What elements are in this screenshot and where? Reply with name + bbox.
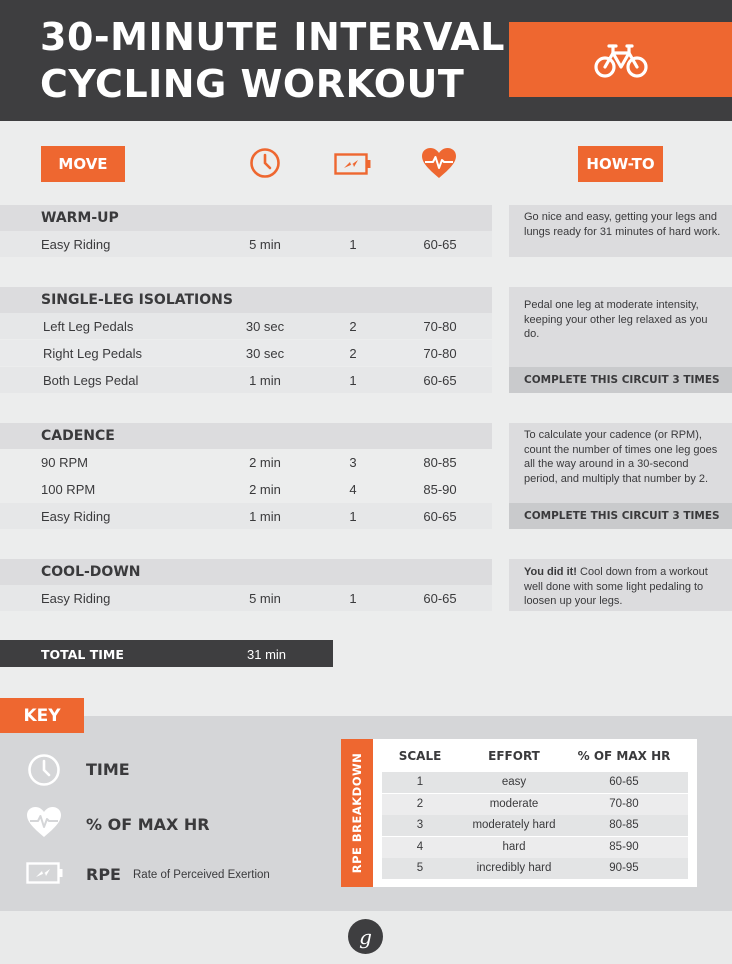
- move-hr: 60-65: [423, 237, 457, 252]
- move-time: 1 min: [249, 509, 281, 524]
- section-title-cooldown: COOL-DOWN: [41, 564, 141, 580]
- move-rpe: 1: [349, 591, 357, 606]
- move-header: MOVE: [41, 146, 125, 182]
- move-hr: 80-85: [423, 455, 457, 470]
- rpe-effort: moderately hard: [472, 819, 556, 831]
- rpe-scale: 1: [416, 776, 424, 788]
- battery-bolt-icon: [26, 862, 64, 884]
- move-time: 2 min: [249, 482, 281, 497]
- title-line-2: CYCLING WORKOUT: [40, 62, 465, 106]
- clock-icon: [249, 147, 281, 179]
- rpe-scale: 4: [416, 841, 424, 853]
- circuit-note: COMPLETE THIS CIRCUIT 3 TIMES: [509, 367, 732, 393]
- move-rpe: 3: [349, 455, 357, 470]
- key-time: TIME: [86, 760, 130, 779]
- rpe-effort: incredibly hard: [476, 862, 552, 874]
- section-title-single-leg: SINGLE-LEG ISOLATIONS: [41, 292, 233, 308]
- rpe-side-text: RPE BREAKDOWN: [350, 752, 364, 874]
- move-rpe: 2: [349, 319, 357, 334]
- move-name: Left Leg Pedals: [43, 319, 134, 334]
- rpe-header-hr: % OF MAX HR: [577, 749, 671, 763]
- bike-badge: [509, 22, 732, 97]
- heart-pulse-icon: [421, 147, 457, 179]
- rpe-effort: moderate: [489, 798, 539, 810]
- move-rpe: 1: [349, 237, 357, 252]
- rpe-side-label: [341, 739, 373, 887]
- clock-icon: [27, 753, 61, 787]
- page-title: [40, 14, 505, 108]
- rpe-hr: 60-65: [609, 776, 639, 788]
- move-time: 5 min: [249, 237, 281, 252]
- bicycle-icon: [594, 40, 648, 80]
- move-time: 5 min: [249, 591, 281, 606]
- move-time: 2 min: [249, 455, 281, 470]
- brand-logo: [348, 919, 383, 954]
- howto-header: HOW-TO: [578, 146, 663, 182]
- move-hr: 60-65: [423, 591, 457, 606]
- move-name: Easy Riding: [41, 237, 111, 252]
- warmup-description: Go nice and easy, getting your legs and lungs ready for 31 minutes of hard work.: [524, 211, 721, 238]
- section-title-cadence: CADENCE: [41, 428, 115, 444]
- move-rpe: 2: [349, 346, 357, 361]
- rpe-header-scale: SCALE: [398, 749, 442, 763]
- rpe-hr: 85-90: [609, 841, 639, 853]
- move-rpe: 1: [349, 509, 357, 524]
- key-rpe-subtitle: Rate of Perceived Exertion: [133, 869, 270, 881]
- move-rpe: 1: [349, 373, 357, 388]
- logo-glyph: g: [359, 924, 372, 949]
- move-rpe: 4: [349, 482, 357, 497]
- key-label: KEY: [0, 698, 84, 733]
- heart-pulse-icon: [26, 806, 62, 838]
- circuit-note: COMPLETE THIS CIRCUIT 3 TIMES: [509, 503, 732, 529]
- move-time: 1 min: [249, 373, 281, 388]
- rpe-effort: easy: [501, 776, 527, 788]
- move-time: 30 sec: [245, 346, 285, 361]
- rpe-scale: 2: [416, 798, 424, 810]
- rpe-header-effort: EFFORT: [488, 749, 540, 763]
- move-name: 100 RPM: [41, 482, 96, 497]
- cooldown-desc-rest: Cool down from a workout well done with some light pedaling to loosen up your legs.: [524, 566, 708, 607]
- key-rpe: RPE: [86, 865, 121, 884]
- move-hr: 85-90: [423, 482, 457, 497]
- cadence-description: To calculate your cadence (or RPM), count the number of times one leg goes all the way around in a 30-second period, and multiply that number by 2.: [524, 429, 718, 485]
- total-time-value: 31 min: [247, 647, 287, 662]
- single-leg-description: Pedal one leg at moderate intensity, keeping your other leg relaxed as you do.: [524, 299, 708, 340]
- total-time-label: TOTAL TIME: [41, 647, 124, 662]
- rpe-hr: 90-95: [609, 862, 639, 874]
- rpe-scale: 3: [416, 819, 424, 831]
- move-name: Right Leg Pedals: [43, 346, 143, 361]
- rpe-effort: hard: [502, 841, 526, 853]
- move-hr: 70-80: [423, 319, 457, 334]
- move-time: 30 sec: [245, 319, 285, 334]
- cooldown-desc-bold: You did it!: [524, 566, 577, 578]
- move-hr: 70-80: [423, 346, 457, 361]
- move-hr: 60-65: [423, 509, 457, 524]
- move-name: Easy Riding: [41, 509, 111, 524]
- rpe-hr: 70-80: [609, 798, 639, 810]
- section-title-warmup: WARM-UP: [41, 210, 119, 226]
- key-hr: % OF MAX HR: [86, 815, 210, 834]
- battery-bolt-icon: [334, 153, 372, 175]
- title-line-1: 30-MINUTE INTERVAL: [40, 15, 505, 59]
- cooldown-description: [524, 565, 724, 609]
- move-name: Both Legs Pedal: [43, 373, 139, 388]
- move-name: 90 RPM: [41, 455, 88, 470]
- rpe-hr: 80-85: [609, 819, 639, 831]
- rpe-scale: 5: [416, 862, 424, 874]
- move-hr: 60-65: [423, 373, 457, 388]
- move-name: Easy Riding: [41, 591, 111, 606]
